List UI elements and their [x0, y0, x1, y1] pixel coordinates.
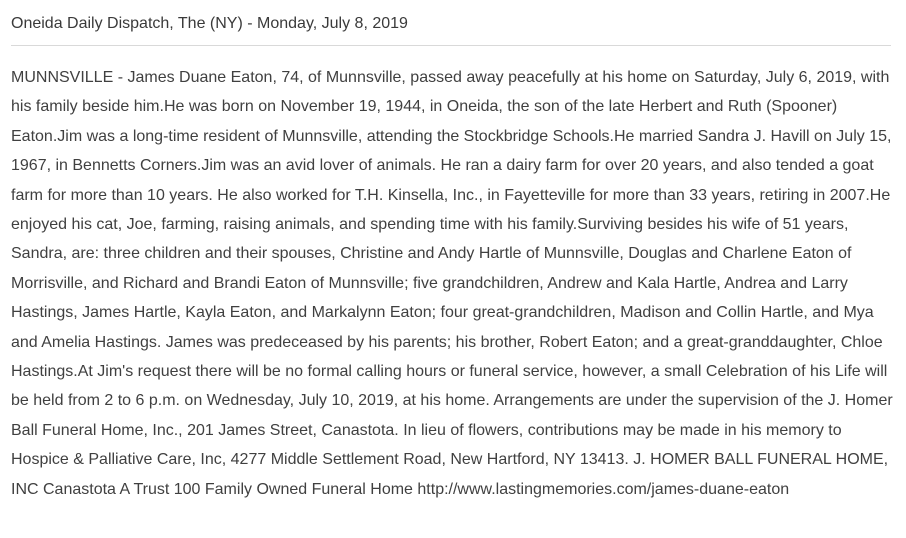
header-divider [11, 45, 891, 46]
obituary-text: MUNNSVILLE - James Duane Eaton, 74, of Munnsville, passed away peacefully at his home on Saturday, July 6, 2019, with his family beside him.He was born on November 19, 1944, in Oneida, the son of the late Herbert and Ruth (Spooner) Eaton.Jim was a long-time resident of Munnsville, attending the Stockbridge Schools.He married Sandra J. Havill on July 15, 1967, in Bennetts Corners.Jim was an avid lover of animals. He ran a dairy farm for over 20 years, and also tended a goat farm for more than 10 years. He also worked for T.H. Kinsella, Inc., in Fayetteville for more than 33 years, retiring in 2007.He enjoyed his cat, Joe, farming, raising animals, and spending time with his family.Surviving besides his wife of 51 years, Sandra, are: three children and their spouses, Christine and Andy Hartle of Munnsville, Douglas and Charlene Eaton of Morrisville, and Richard and Brandi Eaton of Munnsville; five grandchildren, Andrew and Kala Hartle, Andrea and Larry Hastings, James Hartle, Kayla Eaton, and Markalynn Eaton; four great-grandchildren, Madison and Collin Hartle, and Mya and Amelia Hastings. James was predeceased by his parents; his brother, Robert Eaton; and a great-granddaughter, Chloe Hastings.At Jim's request there will be no formal calling hours or funeral service, however, a small Celebration of his Life will be held from 2 to 6 p.m. on Wednesday, July 10, 2019, at his home. Arrangements are under the supervision of the J. Homer Ball Funeral Home, Inc., 201 James Street, Canastota. In lieu of flowers, contributions may be made in his memory to Hospice & Palliative Care, Inc, 4277 Middle Settlement Road, New Hartford, NY 13413. J. HOMER BALL FUNERAL HOME, INC Canastota A Trust 100 Family Owned Funeral Home http://www.lastingmemories.com/james-duane-eaton [11, 69, 893, 498]
publication-source: Oneida Daily Dispatch, The (NY) - Monday, July 8, 2019 [11, 15, 408, 32]
